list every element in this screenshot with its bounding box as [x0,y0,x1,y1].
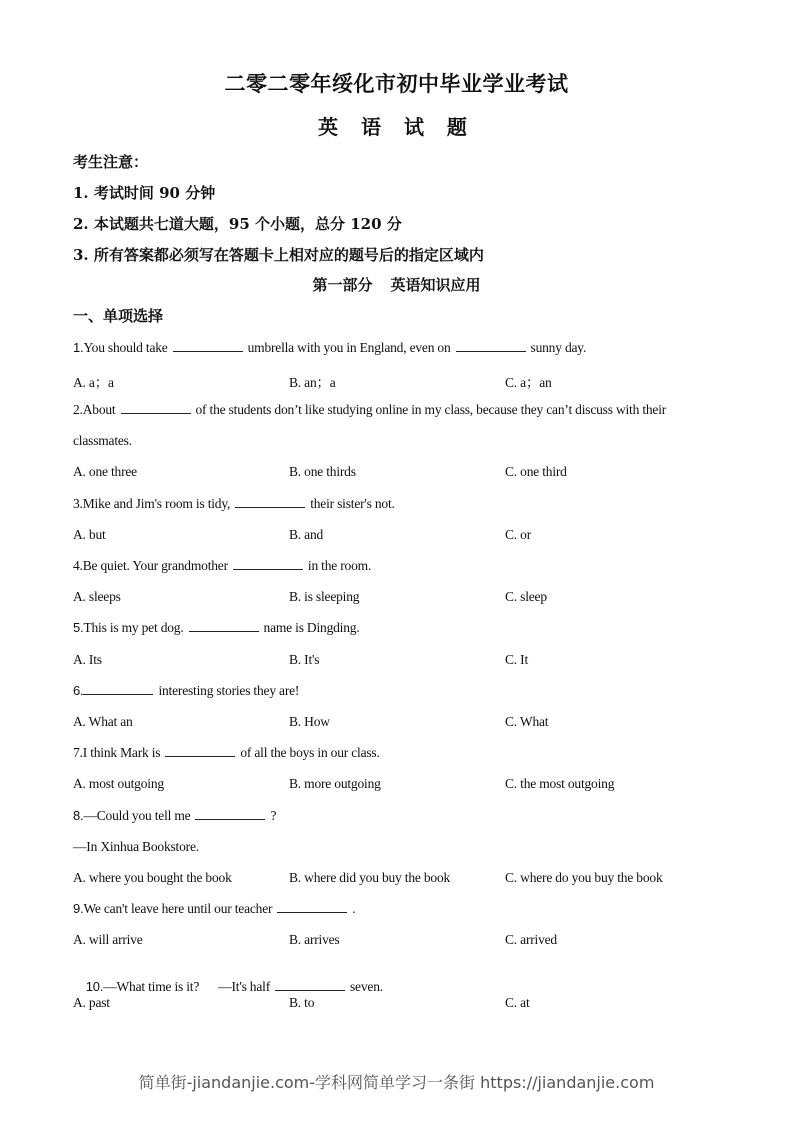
answer-blank [277,901,347,913]
option-c: C. one third [505,464,567,479]
option-b: B. more outgoing [289,776,381,791]
question-8-response: —In Xinhua Bookstore. [73,839,199,854]
option-c: C. What [505,714,549,729]
notice-item-3: 3. 所有答案都必须写在答题卡上相对应的题号后的指定区域内 [73,246,484,264]
option-c: C. It [505,652,529,667]
question-2: 2.About of the students don’t like studying online in my class, because they can’t discuss with their [73,402,667,417]
option-a: A. will arrive [73,932,143,947]
option-a: A. What an [73,714,133,729]
question-5: 5.This is my pet dog. name is Dingding. [73,620,360,635]
option-a: A. sleeps [73,589,121,604]
option-c: C. arrived [505,932,557,947]
option-b: B. is sleeping [289,589,360,604]
option-a: A. past [73,995,110,1010]
question-3: 3.Mike and Jim's room is tidy, their sister's not. [73,496,395,511]
answer-blank [195,808,265,820]
option-a: A. most outgoing [73,776,164,791]
option-c: C. sleep [505,589,547,604]
answer-blank [233,558,303,570]
notice-item-1: 1. 考试时间 90 分钟 [73,184,216,202]
section-title: 一、单项选择 [73,307,164,325]
option-a: A. but [73,527,106,542]
question-9: 9.We can't leave here until our teacher . [73,901,356,916]
question-7: 7.I think Mark is of all the boys in our class. [73,745,380,760]
question-8: 8.—Could you tell me ? [73,808,277,823]
option-c: C. a；an [505,375,552,390]
option-c: C. or [505,527,532,542]
answer-blank [456,340,526,352]
question-6: 6. interesting stories they are! [73,683,300,698]
option-b: B. It's [289,652,320,667]
answer-blank [121,402,191,414]
option-b: B. an；a [289,375,336,390]
option-b: B. where did you buy the book [289,870,451,885]
answer-blank [275,979,345,991]
option-c: C. the most outgoing [505,776,615,791]
option-b: B. How [289,714,330,729]
option-b: B. and [289,527,324,542]
answer-blank [165,745,235,757]
question-4: 4.Be quiet. Your grandmother in the room. [73,558,372,573]
option-a: A. Its [73,652,102,667]
option-c: C. at [505,995,530,1010]
option-b: B. to [289,995,315,1010]
answer-blank [83,683,153,695]
option-b: B. arrives [289,932,340,947]
option-c: C. where do you buy the book [505,870,663,885]
part-label: 第一部分 [312,276,373,294]
option-b: B. one thirds [289,464,356,479]
part-name: 英语知识应用 [390,276,481,294]
answer-blank [189,620,259,632]
option-a: A. one three [73,464,137,479]
option-a: A. where you bought the book [73,870,232,885]
part-heading [0,274,793,295]
exam-subtitle: 英 语 试 题 [318,115,475,139]
option-a: A. a；a [73,375,114,390]
exam-title: 二零二零年绥化市初中毕业学业考试 [224,71,569,96]
question-2-line2: classmates. [73,433,132,448]
question-10: 10.—What time is it? —It's half seven. [85,979,383,994]
answer-blank [235,496,305,508]
watermark-footer: 简单街-jiandanjie.com-学科网简单学习一条街 https://jiandanjie.com [138,1073,655,1092]
notice-heading: 考生注意： [73,153,149,171]
notice-item-2: 2. 本试题共七道大题，95 个小题，总分 120 分 [73,215,402,233]
question-1: 1.You should take umbrella with you in England, even on sunny day. [73,340,587,355]
answer-blank [173,340,243,352]
